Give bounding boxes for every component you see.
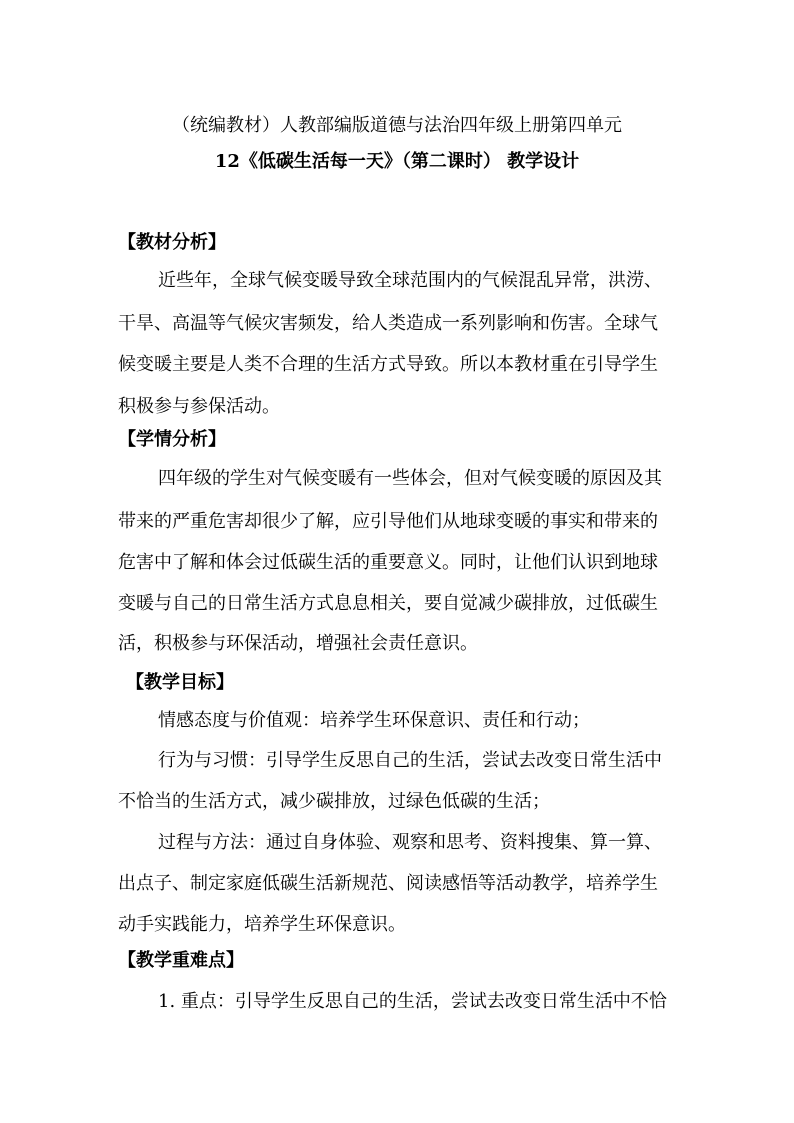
teaching-goals-line: 动手实践能力，培养学生环保意识。 — [118, 914, 406, 935]
section-heading-key-points: 【教学重难点】 — [118, 950, 244, 971]
material-analysis-line: 干旱、高温等气候灾害频发，给人类造成一系列影响和伤害。全球气 — [118, 313, 658, 334]
section-heading-teaching-goals: 【教学目标】 — [126, 672, 234, 693]
teaching-goals-line: 行为与习惯：引导学生反思自己的生活，尝试去改变日常生活中 — [158, 750, 662, 771]
student-analysis-line: 活，积极参与环保活动，增强社会责任意识。 — [118, 633, 478, 654]
student-analysis-line: 四年级的学生对气候变暖有一些体会，但对气候变暖的原因及其 — [158, 468, 662, 489]
section-heading-material-analysis: 【教材分析】 — [118, 232, 226, 253]
teaching-goals-line: 出点子、制定家庭低碳生活新规范、阅读感悟等活动教学，培养学生 — [118, 873, 658, 894]
material-analysis-line: 积极参与参保活动。 — [118, 396, 280, 417]
section-heading-student-analysis: 【学情分析】 — [118, 429, 226, 450]
material-analysis-line: 近些年，全球气候变暖导致全球范围内的气候混乱异常，洪涝、 — [158, 270, 662, 291]
student-analysis-line: 危害中了解和体会过低碳生活的重要意义。同时，让他们认识到地球 — [118, 552, 658, 573]
material-analysis-line: 候变暖主要是人类不合理的生活方式导致。所以本教材重在引导学生 — [118, 354, 658, 375]
teaching-goals-line: 不恰当的生活方式，减少碳排放，过绿色低碳的生活； — [118, 791, 550, 812]
student-analysis-line: 变暖与自己的日常生活方式息息相关，要自觉减少碳排放，过低碳生 — [118, 593, 658, 614]
student-analysis-line: 带来的严重危害却很少了解，应引导他们从地球变暖的事实和带来的 — [118, 511, 658, 532]
teaching-goals-line: 过程与方法：通过自身体验、观察和思考、资料搜集、算一算、 — [158, 832, 662, 853]
document-title-line-1: （统编教材）人教部编版道德与法治四年级上册第四单元 — [172, 115, 622, 136]
document-title-line-2: 12《低碳生活每一天》（第二课时） 教学设计 — [214, 151, 580, 172]
teaching-goals-line: 情感态度与价值观：培养学生环保意识、责任和行动； — [158, 710, 590, 731]
key-points-line: 1. 重点：引导学生反思自己的生活，尝试去改变日常生活中不恰 — [158, 991, 667, 1012]
